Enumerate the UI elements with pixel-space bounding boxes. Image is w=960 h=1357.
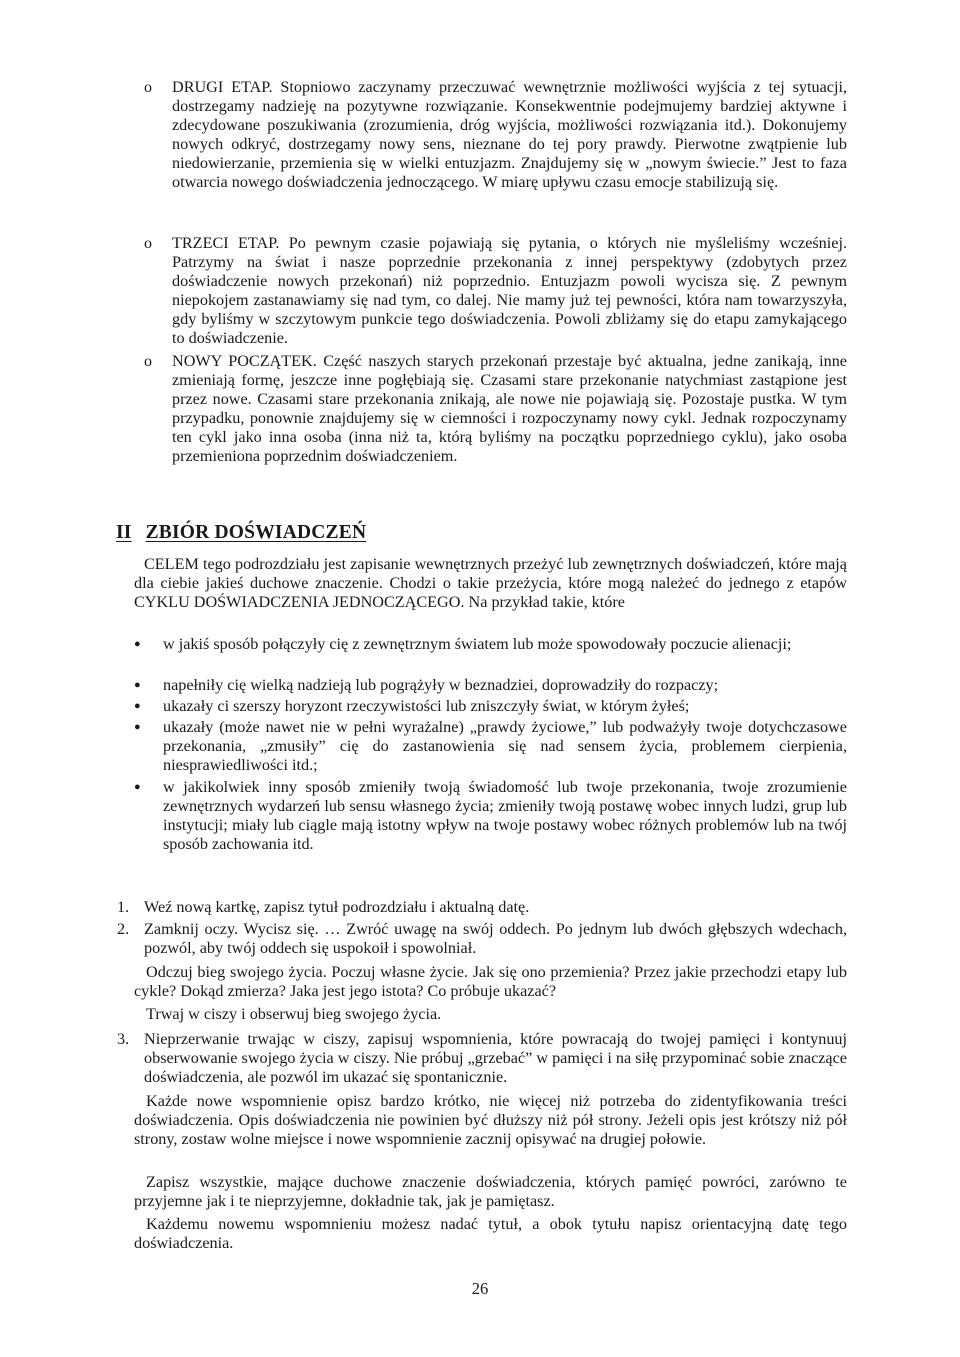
- stage-body: Część naszych starych przekonań przestaje być aktualna, jedne zanikają, inne zmieniają formę, jeszcze inne pogłębiają się. Czasami stare przekonanie natychmiast zastąpione jest przez nowe. Czasami stare przekonania znikają, ale nowe nie pojawiają się. Pozostaje pustka. W tym przypadku, ponownie znajdujemy się w ciemności i rozpoczynamy nowy cykl. Jednak rozpoczynamy ten cykl jako inna osoba (inna niż ta, którą byliśmy na początku poprzedniego cyklu), jako osoba przemieniona poprzednim doświadczeniem.: [172, 352, 847, 466]
- step-2-paragraph-1: Odczuj bieg swojego życia. Poczuj własne życie. Jak się ono przemienia? Przez jakie przechodzi etapy lub cykle? Dokąd zmierza? Jaka jest jego istota? Co próbuje ukazać?: [134, 963, 847, 1001]
- step-2-paragraph-2: Trwaj w ciszy i obserwuj bieg swojego życia.: [146, 1005, 442, 1023]
- section-number: II: [116, 522, 132, 543]
- stage-text: [172, 352, 847, 466]
- stage-marker: o: [144, 79, 152, 96]
- list-item: [134, 718, 847, 775]
- stage-item-nowy-poczatek: [144, 352, 847, 466]
- stage-text: [172, 234, 847, 348]
- bullet-text: w jakikolwiek inny sposób zmieniły twoją świadomość lub twoje przekonania, twoje zrozumienie zewnętrznych wydarzeń lub sensu własnego życia; zmieniły twoją postawę wobec innych ludzi, grup lub instytucji; miały lub ciągle mają istotny wpływ na twoje postawy wobec różnych problemów lub na twój sposób zachowania itd.: [163, 778, 847, 854]
- step-number: 3.: [117, 1030, 130, 1048]
- bullet-text: ukazały ci szerszy horyzont rzeczywistości lub zniszczyły świat, w którym żyłeś;: [163, 697, 690, 715]
- step-item-3: [117, 1030, 847, 1087]
- bullet-dot: ●: [134, 700, 141, 712]
- stage-body: Stopniowo zaczynamy przeczuwać wewnętrznie możliwości wyjścia z tej sytuacji, dostrzegamy nadzieję na pozytywne rozwiązanie. Konsekwentnie podejmujemy bardziej aktywne i zdecydowane poszukiwania (zrozumienia, dróg wyjścia, możliwości rozwiązania itd.). Dokonujemy nowych odkryć, dostrzegamy nowy sens, nieznane do tej pory prawdy. Pierwotne zwątpienie lub niedowierzanie, przemienia się w wielki entuzjazm. Znajdujemy się w „nowym świecie.” Jest to faza otwarcia nowego doświadczenia jednoczącego. W miarę upływu czasu emocje stabilizują się.: [172, 78, 847, 192]
- step-3-paragraph-1: Każde nowe wspomnienie opisz bardzo krótko, nie więcej niż potrzeba do zidentyfikowania treści doświadczenia. Opis doświadczenia nie powinien być dłuższy niż pół strony. Jeżeli opis jest krótszy niż pół strony, zostaw wolne miejsce i nowe wspomnienie zacznij opisywać na drugiej połowie.: [134, 1092, 847, 1149]
- step-item-2: [117, 920, 847, 958]
- step-text: Zamknij oczy. Wycisz się. … Zwróć uwagę na swój oddech. Po jednym lub dwóch głębszych wdechach, pozwól, aby twój oddech się uspokoił i spowolniał.: [144, 920, 847, 958]
- bullet-dot: ●: [134, 721, 141, 733]
- stage-marker: o: [144, 235, 152, 252]
- stage-item-drugi: [144, 78, 847, 192]
- stage-body: Po pewnym czasie pojawiają się pytania, o których nie myśleliśmy wcześniej. Patrzymy na świat i nasze poprzednie przekonania z innej perspektywy (zdobytych przez doświadczenie nowych przekonań) niż poprzednio. Entuzjazm powoli wycisza się. Z pewnym niepokojem zastanawiamy się nad tym, co dalej. Nie mamy już tej pewności, która nam towarzyszyła, gdy byliśmy w szczytowym punkcie tego doświadczenia. Powoli zbliżamy się do etapu zamykającego to doświadczenie.: [172, 234, 847, 348]
- bullet-text: ukazały (może nawet nie w pełni wyrażalne) „prawdy życiowe,” lub podważyły twoje dotychczasowe przekonania, „zmusiły” cię do zastanowienia się nad sensem życia, problemem cierpienia, niesprawiedliwości itd.;: [163, 718, 847, 775]
- stage-title: NOWY POCZĄTEK.: [172, 352, 317, 370]
- stage-marker: o: [144, 353, 152, 370]
- step-3-paragraph-3: Każdemu nowemu wspomnieniu możesz nadać tytuł, a obok tytułu napisz orientacyjną datę tego doświadczenia.: [134, 1215, 847, 1253]
- bullet-dot: ●: [134, 679, 141, 691]
- stage-item-trzeci: [144, 234, 847, 348]
- stage-title: TRZECI ETAP.: [172, 234, 280, 252]
- list-item: [134, 697, 847, 716]
- bullet-dot: ●: [134, 638, 141, 650]
- page-number: 26: [471, 1279, 489, 1298]
- bullet-dot: ●: [134, 781, 141, 793]
- stage-text: [172, 78, 847, 192]
- list-item: [134, 635, 847, 654]
- stage-title: DRUGI ETAP.: [172, 78, 273, 96]
- section-heading: [116, 522, 366, 544]
- step-number: 2.: [117, 920, 130, 938]
- list-item: [134, 676, 847, 695]
- list-item: [134, 778, 847, 854]
- section-title: ZBIÓR DOŚWIADCZEŃ: [145, 522, 367, 543]
- intro-paragraph: CELEM tego podrozdziału jest zapisanie wewnętrznych przeżyć lub zewnętrznych doświadczeń, które mają dla ciebie jakieś duchowe znaczenie. Chodzi o takie przeżycia, które mogą należeć do jednego z etapów CYKLU DOŚWIADCZENIA JEDNOCZĄCEGO. Na przykład takie, które: [134, 555, 847, 612]
- step-3-paragraph-2: Zapisz wszystkie, mające duchowe znaczenie doświadczenia, których pamięć powróci, zarówno te przyjemne jak i te nieprzyjemne, dokładnie tak, jak je pamiętasz.: [134, 1173, 847, 1211]
- step-number: 1.: [117, 898, 130, 916]
- step-text: Nieprzerwanie trwając w ciszy, zapisuj wspomnienia, które powracają do twojej pamięci i kontynuuj obserwowanie swojego życia w ciszy. Nie próbuj „grzebać” w pamięci i na siłę przypominać sobie znaczące doświadczenia, ale pozwól im ukazać się spontanicznie.: [144, 1030, 847, 1087]
- bullet-text: napełniły cię wielką nadzieją lub pogrążyły w beznadziei, doprowadziły do rozpaczy;: [163, 676, 719, 694]
- step-item-1: [117, 898, 847, 917]
- step-text: Weź nową kartkę, zapisz tytuł podrozdziału i aktualną datę.: [144, 898, 530, 916]
- bullet-text: w jakiś sposób połączyły cię z zewnętrznym światem lub może spowodowały poczucie alienacji;: [163, 635, 792, 653]
